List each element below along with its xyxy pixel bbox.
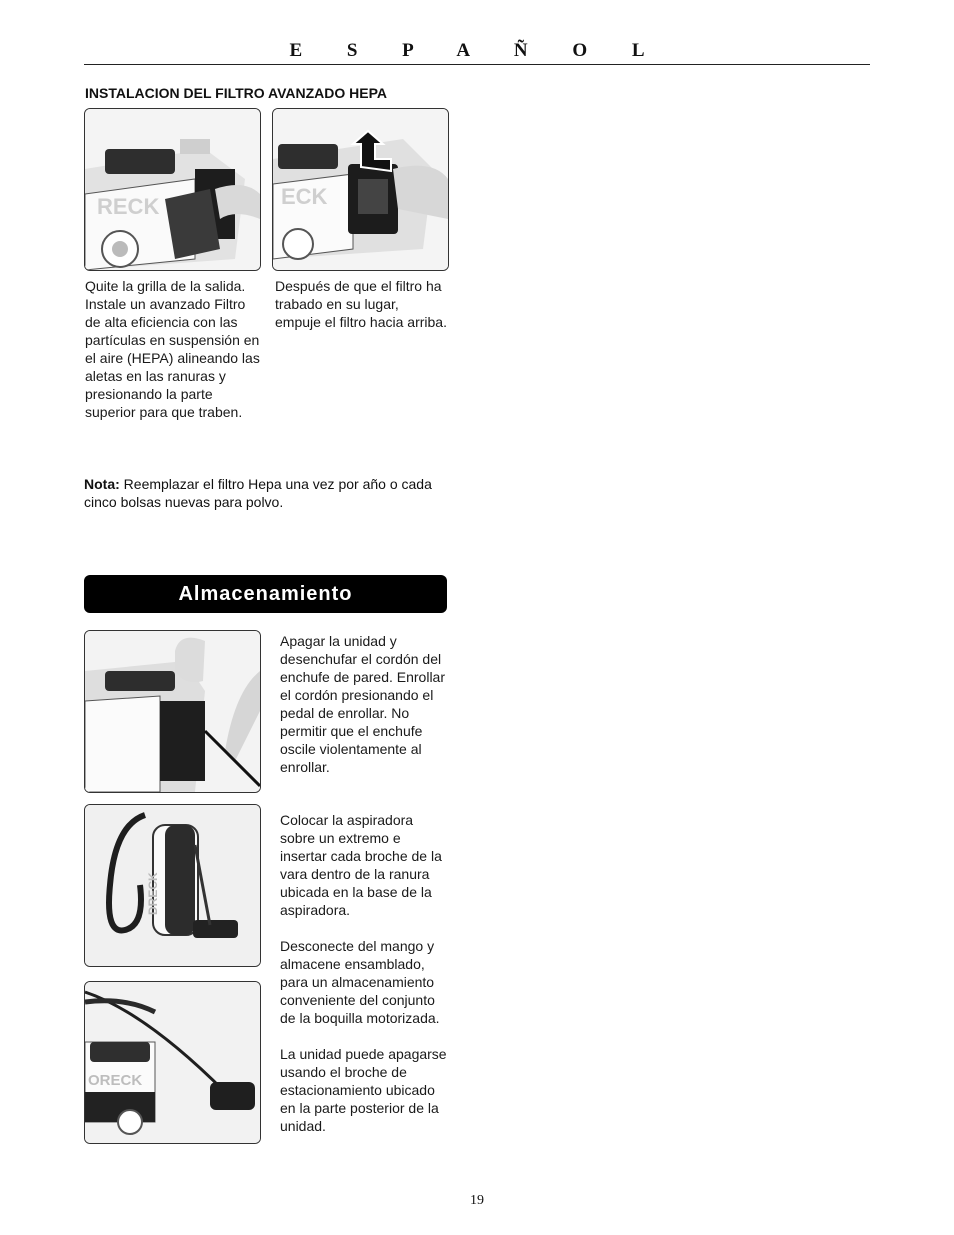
page-number: 19 [470,1193,484,1208]
hepa-push-photo [272,108,449,271]
hepa-step1-text: Quite la grilla de la salida. Instale un avanzado Filtro de alta eficiencia con las partículas en suspensión en el aire (HEPA) alineando las aletas en las ranuras y presionando la parte superior para que traben. [85,278,260,420]
cord-rewind-photo [84,630,261,793]
page-header [84,40,870,65]
photo4-brand: DRECK [146,872,160,915]
storage-step4-text: La unidad puede apagarse usando el broche de estacionamiento ubicado en la parte posterior de la unidad. [280,1046,447,1134]
photo5-brand: ORECK [88,1072,143,1089]
note-label: Nota: [84,476,120,492]
hepa-step2-text: Después de que el filtro ha trabado en su lugar, empuje el filtro hacia arriba. [275,278,447,330]
storage-steps-block [280,811,450,1153]
storage-banner [84,575,447,613]
storage-step1-text: Apagar la unidad y desenchufar el cordón del enchufe de pared. Enrollar el cordón presionando el pedal de enrollar. No permitir que el enchufe oscile violentamente al enrollar. [280,633,445,775]
photo2-brand: ECK [281,184,328,209]
note-text: Reemplazar el filtro Hepa una vez por año o cada cinco bolsas nuevas para polvo. [84,476,432,510]
storage-step2-text: Colocar la aspiradora sobre un extremo e insertar cada broche de la vara dentro de la ranura ubicada en la base de la aspiradora. [280,812,442,918]
power-nozzle-photo [84,981,261,1144]
upright-storage-photo [84,804,261,967]
hepa-section-title: INSTALACION DEL FILTRO AVANZADO HEPA [85,85,388,101]
storage-title: Almacenamiento [178,582,353,605]
storage-step3-text: Desconecte del mango y almacene ensamblado, para un almacenamiento conveniente del conjunto de la boquilla motorizada. [280,938,440,1026]
language-heading: E S P A Ñ O L [289,40,665,61]
hepa-install-photo [84,108,261,271]
photo1-brand: RECK [97,194,160,219]
hepa-note [84,475,448,511]
